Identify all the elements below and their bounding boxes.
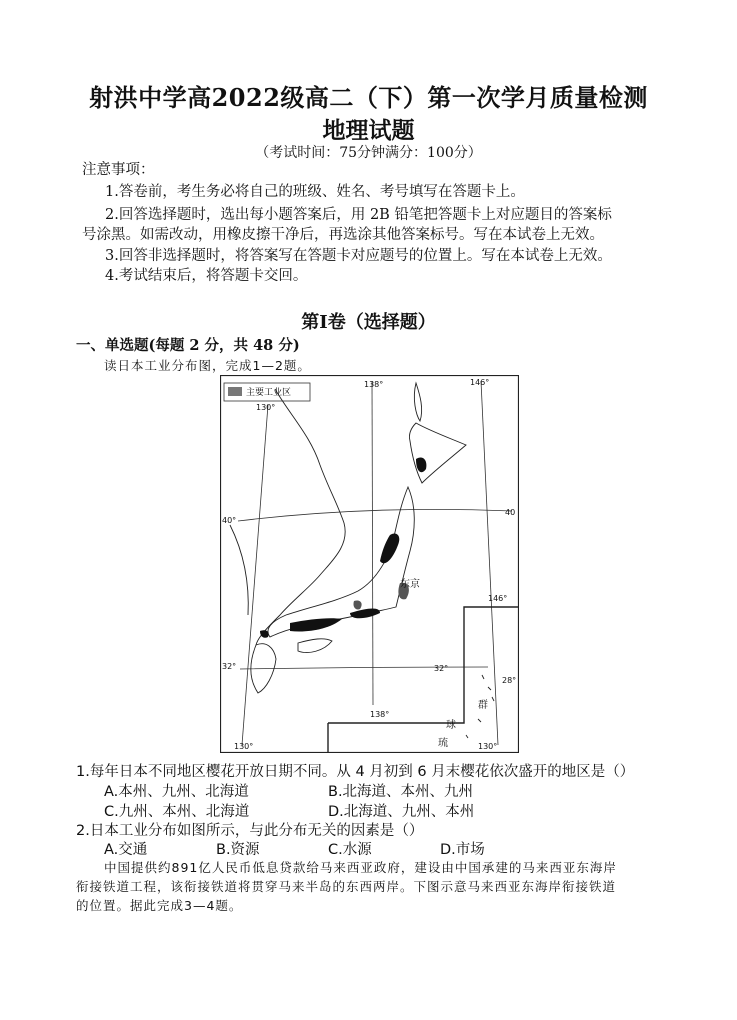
lon-label-130-inset: 130° (478, 742, 498, 751)
intro2-line3: 的位置。据此完成3—4题。 (76, 898, 243, 913)
q2-option-d: D.市场 (440, 842, 485, 858)
lon-label-130-top: 130° (256, 403, 276, 412)
lat-label-32-right: 32° (434, 664, 449, 673)
japan-industry-map (220, 375, 519, 753)
ryukyu-label-3: 琉 (438, 738, 448, 749)
notice-heading: 注意事项： (82, 162, 155, 178)
lon-label-138-top: 138° (364, 380, 384, 389)
intro2-line1: 中国提供约891亿人民币低息贷款给马来西亚政府，建设由中国承建的马来西亚东海岸 (104, 860, 617, 875)
q1-option-b: B.北海道、本州、九州 (328, 784, 474, 800)
intro2-line2: 衔接铁道工程，该衔接铁道将贯穿马来半岛的东西两岸。下图示意马来西亚东海岸衔接铁道 (76, 879, 617, 894)
q1-option-c: C.九州、本州、北海道 (104, 804, 250, 820)
lat-label-32-left: 32° (222, 662, 237, 671)
part1-heading: 一、单选题(每题 2 分，共 48 分) (76, 337, 300, 354)
ryukyu-label-2: 球 (446, 720, 456, 731)
notice-item-2-line2: 号涂黑。如需改动，用橡皮擦干净后，再选涂其他答案标号。写在本试卷上无效。 (82, 227, 604, 243)
q2-option-a: A.交通 (104, 842, 148, 858)
notice-item-2-line1: 2.回答选择题时，选出每小题答案后，用 2B 铅笔把答题卡上对应题目的答案标 (105, 207, 612, 223)
lat-label-28: 28° (502, 676, 517, 685)
q1-option-d: D.北海道、九州、本州 (328, 804, 475, 820)
question-1: 1.每年日本不同地区樱花开放日期不同。从 4 月初到 6 月末樱花依次盛开的地区是（） (76, 764, 635, 780)
notice-item-1: 1.答卷前，考生务必将自己的班级、姓名、考号填写在答题卡上。 (105, 184, 525, 200)
section-title: 第Ⅰ卷（选择题） (301, 312, 436, 333)
exam-title: 射洪中学高2022级高二（下）第一次学月质量检测 (89, 83, 648, 112)
q2-option-b: B.资源 (216, 842, 260, 858)
lon-label-146-top: 146° (470, 378, 490, 387)
notice-item-3: 3.回答非选择题时，将答案写在答题卡对应题号的位置上。写在本试卷上无效。 (105, 248, 612, 264)
legend-label: 主要工业区 (246, 388, 292, 398)
lat-label-40-left: 40° (222, 516, 237, 525)
exam-info: （考试时间：75分钟满分：100分） (255, 145, 482, 161)
question-2: 2.日本工业分布如图所示，与此分布无关的因素是（） (76, 823, 424, 839)
tokyo-label: 东京 (400, 579, 420, 590)
lon-label-138-bottom: 138° (370, 710, 390, 719)
lon-label-130-bottom: 130° (234, 742, 254, 751)
legend-swatch (228, 387, 242, 396)
lat-label-40-right: 40 (505, 508, 516, 517)
q1-option-a: A.本州、九州、北海道 (104, 784, 249, 800)
map-intro: 读日本工业分布图，完成1—2题。 (104, 358, 311, 373)
q2-option-c: C.水源 (328, 842, 372, 858)
notice-item-4: 4.考试结束后，将答题卡交回。 (105, 268, 308, 284)
lon-label-146-inset: 146° (488, 594, 508, 603)
subject-title: 地理试题 (322, 117, 415, 144)
ryukyu-label-1: 群 (478, 700, 488, 711)
